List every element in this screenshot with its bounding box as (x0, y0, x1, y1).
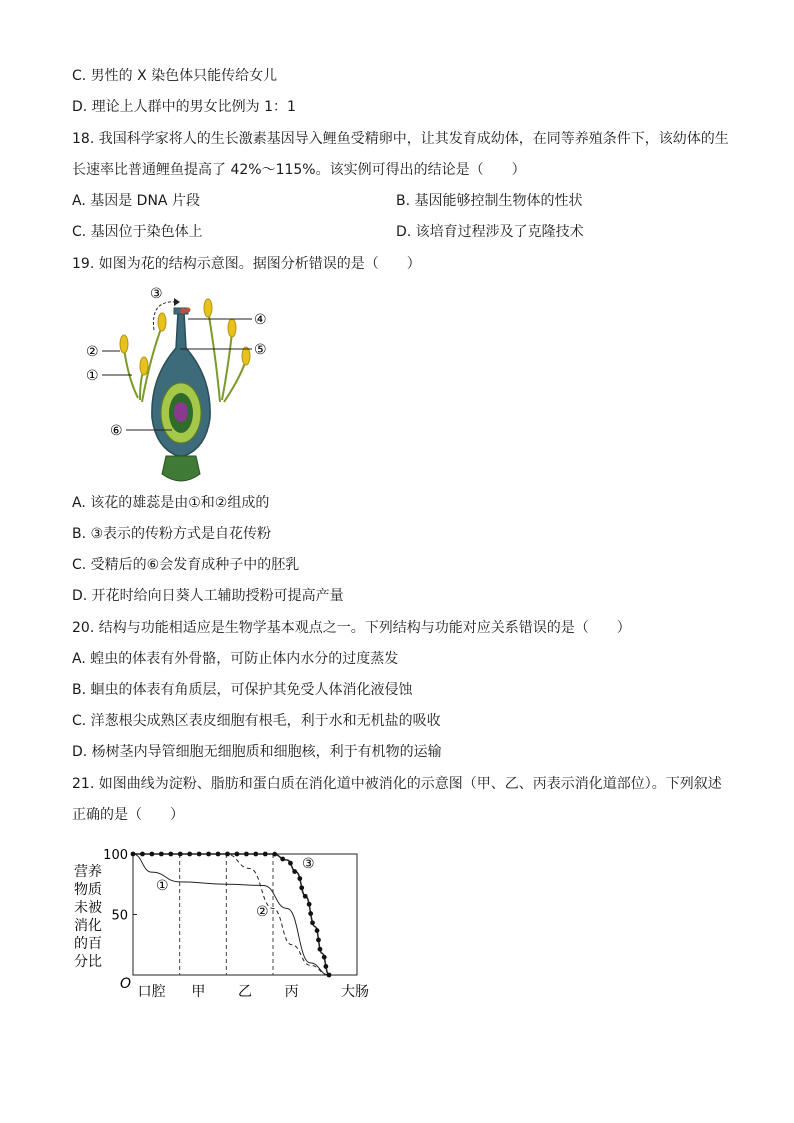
q20-option-d: D. 杨树茎内导管细胞无细胞质和细胞核，利于有机物的运输 (72, 744, 442, 760)
y-tick-label: 100 (103, 848, 128, 863)
anther (204, 299, 212, 317)
series-3-dot (315, 928, 320, 933)
digestion-chart (70, 842, 370, 1004)
anther (140, 357, 148, 375)
series-3-dot (225, 852, 230, 857)
q20-stem: 20. 结构与功能相适应是生物学基本观点之一。下列结构与功能对应关系错误的是（ ） (72, 620, 631, 636)
anther (228, 319, 236, 337)
series-3-dot (187, 852, 192, 857)
y-axis-label (74, 863, 102, 970)
series-line-1 (133, 854, 329, 975)
series-3-dot (235, 852, 240, 857)
q18-option-d: D. 该培育过程涉及了克隆技术 (396, 224, 584, 240)
series-3-dot (263, 852, 268, 857)
series-3-dot (297, 876, 302, 881)
y-label-line: 分比 (74, 954, 102, 970)
q19-option-a: A. 该花的雄蕊是由①和②组成的 (72, 495, 270, 511)
origin-label: O (120, 976, 132, 992)
series-3-dot (323, 964, 328, 969)
x-category-label: 大肠 (341, 984, 369, 1000)
q20-option-a: A. 蝗虫的体表有外骨骼，可防止体内水分的过度蒸发 (72, 651, 399, 667)
series-3-dot (149, 852, 154, 857)
q20-option-c: C. 洋葱根尖成熟区表皮细胞有根毛，利于水和无机盐的吸收 (72, 713, 441, 729)
series-line-2 (133, 854, 329, 975)
series-label-2: ② (256, 904, 269, 920)
series-label-1: ① (156, 878, 169, 894)
series-3-dot (292, 869, 297, 874)
q19-option-b: B. ③表示的传粉方式是自花传粉 (72, 526, 272, 542)
series-label-3: ③ (302, 856, 315, 872)
filament-left-1 (124, 348, 138, 398)
x-category-label: 甲 (191, 984, 206, 1000)
filament-right-1 (208, 310, 220, 402)
q19-stem: 19. 如图为花的结构示意图。据图分析错误的是（ ） (72, 256, 421, 272)
q21-stem-line2: 正确的是（ ） (72, 807, 184, 823)
series-3-dot (310, 920, 315, 925)
y-label-line: 物质 (74, 882, 102, 898)
label-3: ③ (150, 286, 163, 302)
series-3-dot (307, 902, 312, 907)
series-3-dot (318, 947, 323, 952)
label-5: ⑤ (254, 342, 267, 358)
series-3-dot (216, 852, 221, 857)
y-tick-label: 50 (111, 908, 128, 924)
label-6: ⑥ (110, 423, 123, 439)
y-label-line: 未被 (74, 900, 102, 916)
anther (158, 313, 166, 331)
q18-stem-line2: 长速率比普通鲤鱼提高了 42%～115%。该实例可得出的结论是（ ） (72, 162, 526, 178)
y-label-line: 的百 (74, 936, 102, 952)
x-category-label: 口腔 (137, 984, 166, 1000)
q17-option-c: C. 男性的 X 染色体只能传给女儿 (72, 68, 278, 84)
q18-option-a: A. 基因是 DNA 片段 (72, 193, 200, 209)
series-3-dot (322, 955, 327, 960)
series-3-dot (159, 852, 164, 857)
series-3-dot (131, 852, 136, 857)
series-3-dot (288, 861, 293, 866)
series-3-dot (178, 852, 183, 857)
series-3-dot (308, 911, 313, 916)
flower-structure-diagram (80, 278, 280, 490)
series-3-dot (303, 894, 308, 899)
label-1: ① (86, 368, 99, 384)
q21-stem-line1: 21. 如图曲线为淀粉、脂肪和蛋白质在消化道中被消化的示意图（甲、乙、丙表示消化道部位）。下列叙述 (72, 776, 722, 792)
label-4: ④ (254, 312, 267, 328)
q18-option-c: C. 基因位于染色体上 (72, 224, 203, 240)
embryo-sac (174, 402, 188, 422)
y-label-line: 消化 (74, 918, 102, 934)
series-line-3 (133, 854, 329, 975)
series-3-dot (299, 885, 304, 890)
q20-option-b: B. 蛔虫的体表有角质层，可保护其免受人体消化液侵蚀 (72, 682, 413, 698)
series-3-dot (244, 852, 249, 857)
series-3-dot (197, 852, 202, 857)
label-2: ② (86, 344, 99, 360)
series-3-dot (168, 852, 173, 857)
q19-option-d: D. 开花时给向日葵人工辅助授粉可提高产量 (72, 588, 344, 604)
series-3-dot (316, 938, 321, 943)
pollen-grain (180, 308, 186, 314)
series-3-dot (272, 852, 277, 857)
receptacle (162, 456, 200, 481)
series-3-dot (280, 857, 285, 862)
anther (120, 335, 128, 353)
pollen-grain (186, 308, 191, 313)
anther (242, 347, 250, 365)
series-3-dot (206, 852, 211, 857)
q19-option-c: C. 受精后的⑥会发育成种子中的胚乳 (72, 557, 300, 573)
series-3-dot (253, 852, 258, 857)
x-category-label: 乙 (238, 984, 252, 1000)
series-3-dot (140, 852, 145, 857)
series-3-dot (327, 973, 332, 978)
y-label-line: 营养 (74, 864, 102, 880)
q18-option-b: B. 基因能够控制生物体的性状 (396, 193, 583, 209)
q17-option-d: D. 理论上人群中的男女比例为 1：1 (72, 99, 296, 115)
x-category-label: 丙 (284, 984, 299, 1000)
q18-stem-line1: 18. 我国科学家将人的生长激素基因导入鲤鱼受精卵中，让其发育成幼体，在同等养殖条件下，该幼体的生 (72, 131, 729, 147)
